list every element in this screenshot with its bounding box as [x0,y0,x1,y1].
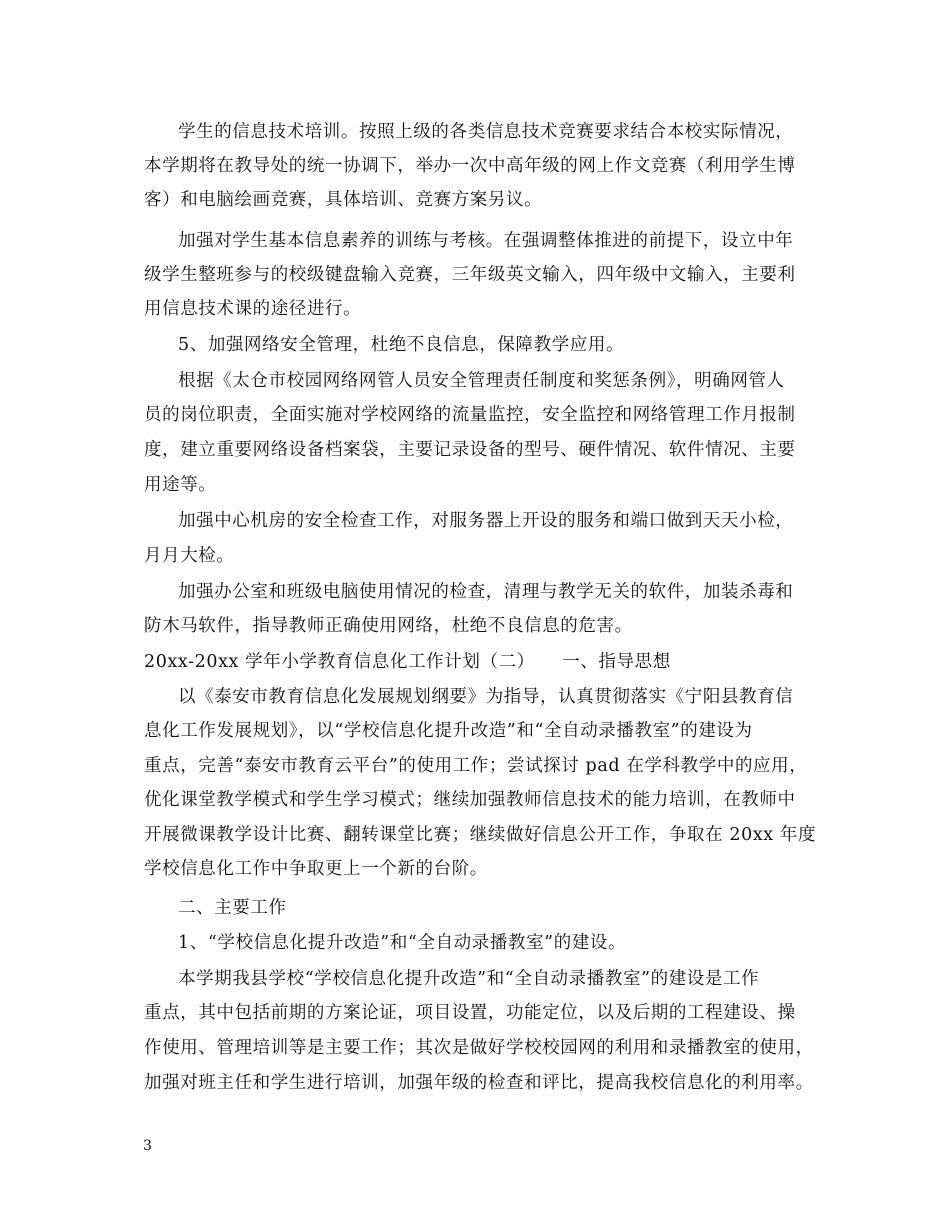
section-heading: 5、加强网络安全管理，杜绝不良信息，保障教学应用。 [178,335,625,355]
text-line: 防木马软件，指导教师正确使用网络，杜绝不良信息的危害。 [144,616,633,636]
text-line: 级学生整班参与的校级键盘输入竞赛，三年级英文输入，四年级中文输入，主要利 [144,265,796,285]
text-line: 加强对学生基本信息素养的训练与考核。在强调整体推进的前提下，设立中年 [178,231,794,251]
text-line: 加强中心机房的安全检查工作，对服务器上开设的服务和端口做到天天小检， [178,511,794,531]
text-line: 优化课堂教学模式和学生学习模式；继续加强教师信息技术的能力培训，在教师中 [144,790,796,810]
text-line: 加强办公室和班级电脑使用情况的检查，清理与教学无关的软件，加装杀毒和 [178,582,794,602]
text-line: 用途等。 [144,475,217,495]
text-line: 本学期将在教导处的统一协调下，举办一次中高年级的网上作文竞赛（利用学生博 [144,156,796,176]
text-line: 根据《太仓市校园网络网管人员安全管理责任制度和奖惩条例》，明确网管人 [178,371,785,391]
text-line: 学校信息化工作中争取更上一个新的台阶。 [144,859,488,879]
text-line: 用信息技术课的途径进行。 [144,299,362,319]
page-number: 3 [143,1138,152,1154]
text-line: 月月大检。 [144,546,235,566]
text-line: 本学期我县学校“学校信息化提升改造”和“全自动录播教室”的建设是工作 [178,969,760,989]
text-line: 以《泰安市教育信息化发展规划纲要》为指导，认真贯彻落实《宁阳县教育信 [178,687,794,707]
section-heading: 1、“学校信息化提升改造”和“全自动录播教室”的建设。 [178,933,627,953]
text-line: 加强对班主任和学生进行培训，加强年级的检查和评比，提高我校信息化的利用率。 [144,1073,814,1093]
text-line: 作使用、管理培训等是主要工作；其次是做好学校校园网的利用和录播教室的使用， [144,1038,814,1058]
text-line: 度，建立重要网络设备档案袋，主要记录设备的型号、硬件情况、软件情况、主要 [144,440,796,460]
section-heading: 二、主要工作 [178,898,287,918]
text-line: 重点，完善“泰安市教育云平台”的使用工作；尝试探讨 pad 在学科教学中的应用， [144,756,808,776]
text-line: 学生的信息技术培训。按照上级的各类信息技术竞赛要求结合本校实际情况， [178,122,794,142]
text-line: 息化工作发展规划》，以“学校信息化提升改造”和“全自动录播教室”的建设为 [144,721,753,741]
section-heading: 20xx-20xx 学年小学教育信息化工作计划（二） 一、指导思想 [144,652,671,672]
text-line: 员的岗位职责，全面实施对学校网络的流量监控，安全监控和网络管理工作月报制 [144,405,796,425]
text-line: 开展微课教学设计比赛、翻转课堂比赛；继续做好信息公开工作，争取在 20xx 年度 [144,825,817,845]
text-line: 重点，其中包括前期的方案论证，项目设置，功能定位，以及后期的工程建设、操 [144,1003,796,1023]
text-line: 客）和电脑绘画竞赛，具体培训、竞赛方案另议。 [144,190,543,210]
